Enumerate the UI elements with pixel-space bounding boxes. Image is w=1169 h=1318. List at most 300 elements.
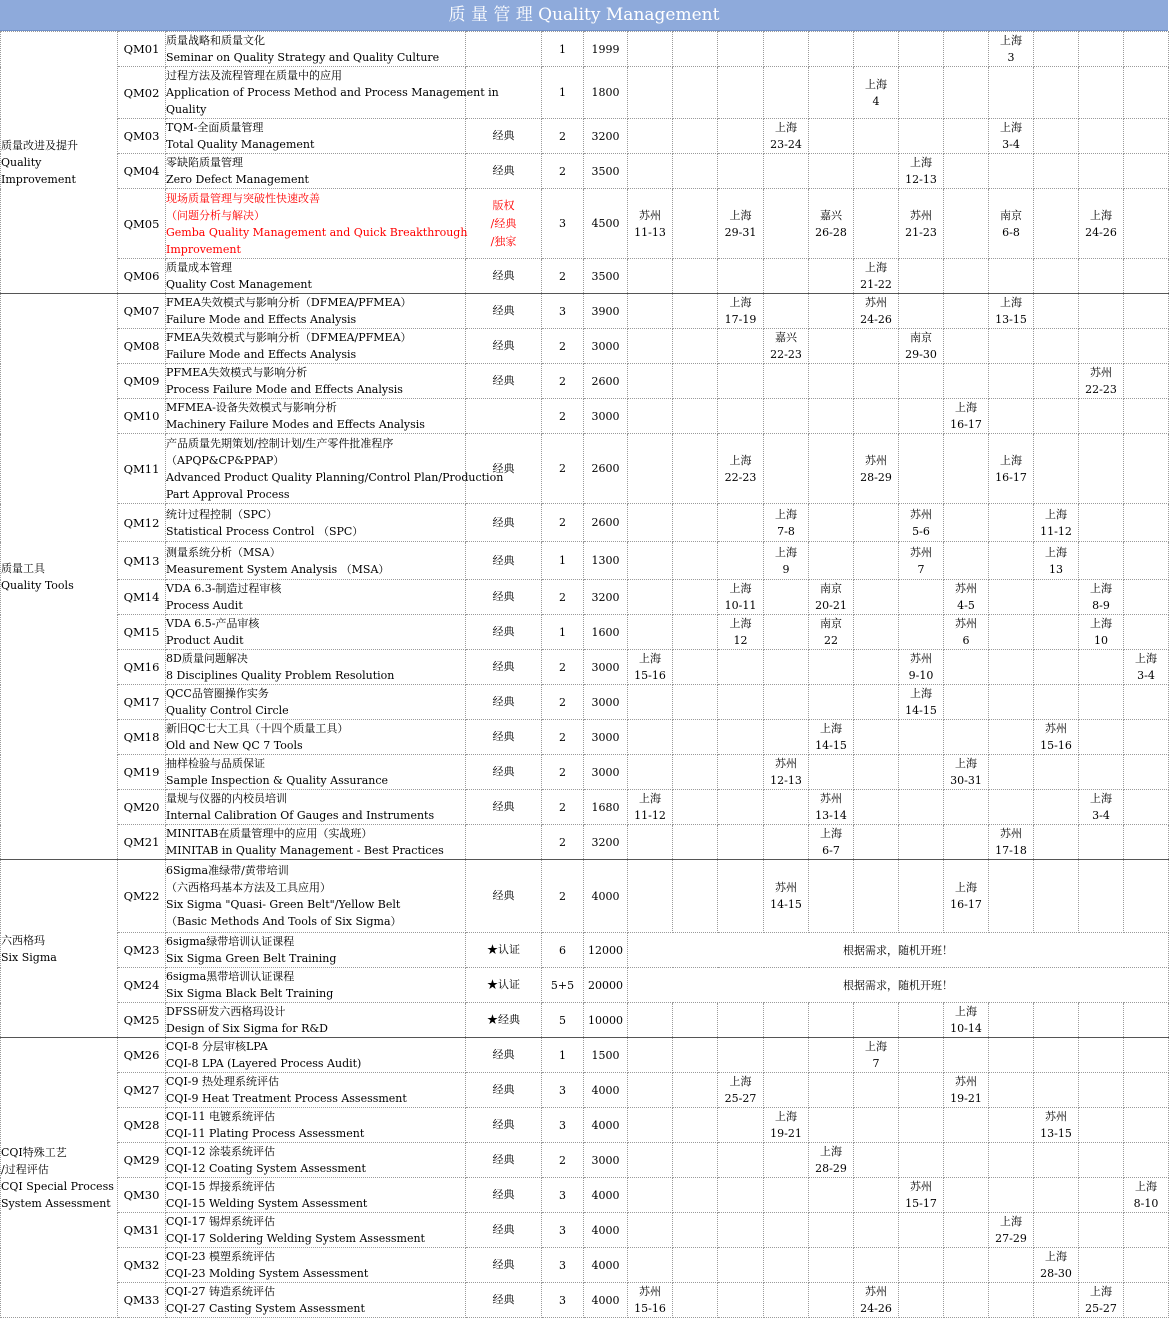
session-cell [673,1038,718,1073]
session-cell [854,755,899,790]
session-cell [764,1213,809,1248]
session-cell [809,860,854,933]
course-tag: 经典 [466,580,542,615]
session-cell [1079,650,1124,685]
session-cell [673,259,718,294]
session-cell [1124,580,1169,615]
course-price: 3200 [584,580,628,615]
session-cell [944,294,989,329]
table-row [1,1003,1169,1038]
session-cell [899,364,944,399]
session-cell [1034,685,1079,720]
course-name: FMEA失效模式与影响分析（DFMEA/PFMEA） Failure Mode and Effects Analysis [166,294,466,329]
session-cell [1034,615,1079,650]
session-cell: 上海 14-15 [899,685,944,720]
session-cell [673,1213,718,1248]
session-cell [944,504,989,542]
course-days: 1 [542,1038,584,1073]
session-cell [628,154,673,189]
course-price: 4000 [584,860,628,933]
table-row [1,1038,1169,1073]
table-row [1,1283,1169,1318]
course-price: 10000 [584,1003,628,1038]
session-cell [854,825,899,860]
course-code: QM13 [118,542,166,580]
session-cell [764,790,809,825]
course-code: QM28 [118,1108,166,1143]
session-cell [989,720,1034,755]
session-cell [1124,399,1169,434]
course-days: 2 [542,434,584,504]
course-code: QM30 [118,1178,166,1213]
session-cell [764,720,809,755]
session-cell [628,1073,673,1108]
session-cell: 上海 15-16 [628,650,673,685]
session-cell [628,1213,673,1248]
session-cell [764,434,809,504]
session-cell [1079,434,1124,504]
session-cell [809,364,854,399]
session-cell [854,1108,899,1143]
session-cell [944,1143,989,1178]
session-cell [899,32,944,67]
session-cell [628,1108,673,1143]
session-cell [809,1213,854,1248]
session-cell [944,189,989,259]
session-cell [628,1143,673,1178]
session-cell [809,504,854,542]
session-cell [673,1143,718,1178]
session-cell [989,1178,1034,1213]
session-cell [1079,1143,1124,1178]
session-cell: 苏州 21-23 [899,189,944,259]
course-code: QM12 [118,504,166,542]
course-tag: 经典 [466,1213,542,1248]
course-name: VDA 6.5-产品审核 Product Audit [166,615,466,650]
session-cell: 上海 27-29 [989,1213,1034,1248]
session-cell: 苏州 15-16 [1034,720,1079,755]
session-cell [899,1213,944,1248]
session-cell [854,650,899,685]
course-days: 3 [542,1178,584,1213]
table-row [1,542,1169,580]
session-cell [989,685,1034,720]
session-cell [809,1003,854,1038]
session-cell [1034,364,1079,399]
session-cell [764,364,809,399]
session-cell: 上海 11-12 [1034,504,1079,542]
session-cell: 苏州 28-29 [854,434,899,504]
session-cell [854,329,899,364]
session-cell [673,1283,718,1318]
course-code: QM20 [118,790,166,825]
session-cell [1034,119,1079,154]
session-cell: 苏州 19-21 [944,1073,989,1108]
course-code: QM27 [118,1073,166,1108]
course-name: 产品质量先期策划/控制计划/生产零件批准程序 （APQP&CP&PPAP） Advanced Product Quality Planning/Control Plan/Production Part Approval Process [166,434,466,504]
course-days: 3 [542,1213,584,1248]
course-days: 3 [542,189,584,259]
course-tag: 经典 [466,329,542,364]
session-cell [764,1003,809,1038]
session-cell [854,154,899,189]
session-cell [944,1038,989,1073]
course-code: QM07 [118,294,166,329]
course-name: QCC品管圈操作实务 Quality Control Circle [166,685,466,720]
session-cell [854,615,899,650]
session-cell [628,1003,673,1038]
session-cell [809,119,854,154]
course-tag: 经典 [466,259,542,294]
session-cell [718,399,764,434]
course-tag: 经典 [466,434,542,504]
table-row [1,685,1169,720]
session-cell: 上海 10-11 [718,580,764,615]
session-cell [1034,1178,1079,1213]
session-cell [764,1178,809,1213]
session-cell [673,860,718,933]
course-code: QM24 [118,968,166,1003]
session-cell [899,615,944,650]
course-name: CQI-23 模塑系统评估 CQI-23 Molding System Assessment [166,1248,466,1283]
session-cell [1034,1038,1079,1073]
course-code: QM17 [118,685,166,720]
session-cell: 苏州 9-10 [899,650,944,685]
session-cell: 上海 10-14 [944,1003,989,1038]
course-code: QM02 [118,67,166,119]
course-days: 2 [542,860,584,933]
session-cell [1034,1213,1079,1248]
session-cell [1079,1248,1124,1283]
course-code: QM08 [118,329,166,364]
session-cell: 上海 23-24 [764,119,809,154]
session-cell [1034,329,1079,364]
session-cell [989,259,1034,294]
session-cell [899,720,944,755]
session-cell [809,755,854,790]
table-row [1,154,1169,189]
table-row [1,1248,1169,1283]
session-cell: 上海 6-7 [809,825,854,860]
session-cell [1079,399,1124,434]
course-name: CQI-27 铸造系统评估 CQI-27 Casting System Assessment [166,1283,466,1318]
session-cell [673,542,718,580]
schedule-note: 根据需求，随机开班！ [628,968,1169,1003]
session-cell [989,1143,1034,1178]
course-price: 3000 [584,755,628,790]
course-days: 2 [542,650,584,685]
course-price: 3000 [584,685,628,720]
course-name: 6sigma黑带培训认证课程 Six Sigma Black Belt Training [166,968,466,1003]
session-cell [1124,259,1169,294]
session-cell [718,154,764,189]
course-name: 量规与仪器的内校员培训 Internal Calibration Of Gauges and Instruments [166,790,466,825]
session-cell [718,1178,764,1213]
table-row [1,755,1169,790]
session-cell [1034,860,1079,933]
course-tag [466,825,542,860]
session-cell [673,189,718,259]
session-cell [989,1283,1034,1318]
session-cell [989,329,1034,364]
course-price: 4000 [584,1283,628,1318]
course-name: 6Sigma准绿带/黄带培训 （六西格玛基本方法及工具应用） Six Sigma "Quasi- Green Belt"/Yellow Belt （Basic Methods And Tools of Six Sigma） [166,860,466,933]
session-cell [809,1038,854,1073]
course-days: 2 [542,119,584,154]
session-cell [718,542,764,580]
session-cell [1124,1213,1169,1248]
course-code: QM11 [118,434,166,504]
session-cell [1034,32,1079,67]
course-days: 2 [542,154,584,189]
session-cell: 上海 22-23 [718,434,764,504]
session-cell [1034,434,1079,504]
course-price: 3000 [584,399,628,434]
session-cell: 苏州 6 [944,615,989,650]
session-cell [989,650,1034,685]
session-cell [809,434,854,504]
session-cell [628,504,673,542]
session-cell [718,1213,764,1248]
session-cell: 上海 13 [1034,542,1079,580]
session-cell [673,119,718,154]
course-code: QM18 [118,720,166,755]
course-tag: 经典 [466,1073,542,1108]
session-cell [944,154,989,189]
course-price: 1500 [584,1038,628,1073]
session-cell: 上海 24-26 [1079,189,1124,259]
course-price: 4500 [584,189,628,259]
course-schedule-table [0,31,1169,1318]
course-days: 2 [542,259,584,294]
session-cell [673,755,718,790]
session-cell [764,1143,809,1178]
course-code: QM01 [118,32,166,67]
session-cell: 上海 28-30 [1034,1248,1079,1283]
table-row [1,825,1169,860]
session-cell [809,399,854,434]
course-name: 零缺陷质量管理 Zero Defect Management [166,154,466,189]
session-cell: 苏州 13-14 [809,790,854,825]
course-days: 2 [542,790,584,825]
session-cell [944,825,989,860]
session-cell [1079,119,1124,154]
session-cell [989,364,1034,399]
course-tag: ★认证 [466,933,542,968]
session-cell [1079,1213,1124,1248]
course-tag: 经典 [466,790,542,825]
session-cell [1034,650,1079,685]
session-cell [899,294,944,329]
session-cell [628,259,673,294]
session-cell [809,32,854,67]
course-code: QM31 [118,1213,166,1248]
course-tag: ★认证 [466,968,542,1003]
session-cell [854,1178,899,1213]
session-cell: 上海 8-10 [1124,1178,1169,1213]
session-cell: 上海 17-19 [718,294,764,329]
session-cell [1124,67,1169,119]
session-cell [718,1003,764,1038]
course-name: 测量系统分析（MSA） Measurement System Analysis （MSA） [166,542,466,580]
course-price: 3200 [584,119,628,154]
course-days: 3 [542,1248,584,1283]
session-cell [673,825,718,860]
session-cell: 上海 7 [854,1038,899,1073]
session-cell [628,1038,673,1073]
course-code: QM03 [118,119,166,154]
session-cell [628,580,673,615]
course-tag: 经典 [466,119,542,154]
course-price: 3000 [584,329,628,364]
session-cell [1034,1073,1079,1108]
session-cell: 上海 3 [989,32,1034,67]
session-cell [1079,755,1124,790]
course-name: DFSS研发六西格玛设计 Design of Six Sigma for R&D [166,1003,466,1038]
table-row [1,329,1169,364]
session-cell: 上海 3-4 [1079,790,1124,825]
session-cell [899,1038,944,1073]
course-code: QM25 [118,1003,166,1038]
session-cell [673,1073,718,1108]
session-cell [764,1283,809,1318]
session-cell [809,1178,854,1213]
session-cell [764,1073,809,1108]
course-tag [466,32,542,67]
table-row [1,860,1169,933]
course-days: 2 [542,580,584,615]
session-cell [764,825,809,860]
table-row [1,399,1169,434]
course-price: 1999 [584,32,628,67]
session-cell [899,399,944,434]
course-name: CQI-8 分层审核LPA CQI-8 LPA (Layered Process Audit) [166,1038,466,1073]
session-cell: 上海 25-27 [718,1073,764,1108]
session-cell [628,685,673,720]
course-code: QM04 [118,154,166,189]
session-cell [1124,825,1169,860]
session-cell: 上海 16-17 [944,399,989,434]
session-cell [673,685,718,720]
course-code: QM22 [118,860,166,933]
course-price: 2600 [584,364,628,399]
session-cell [718,32,764,67]
session-cell [1079,32,1124,67]
session-cell: 上海 11-12 [628,790,673,825]
course-days: 2 [542,504,584,542]
session-cell [944,329,989,364]
session-cell [944,720,989,755]
table-row [1,504,1169,542]
course-days: 2 [542,755,584,790]
course-code: QM15 [118,615,166,650]
session-cell [854,189,899,259]
session-cell [899,1108,944,1143]
course-tag: 经典 [466,1248,542,1283]
table-row [1,434,1169,504]
session-cell [1124,364,1169,399]
session-cell [944,1248,989,1283]
schedule-note: 根据需求，随机开班！ [628,933,1169,968]
session-cell [899,259,944,294]
session-cell: 苏州 15-17 [899,1178,944,1213]
course-price: 3000 [584,720,628,755]
course-price: 1300 [584,542,628,580]
session-cell [673,720,718,755]
session-cell [673,580,718,615]
session-cell [628,32,673,67]
course-price: 1600 [584,615,628,650]
session-cell [809,1073,854,1108]
session-cell [1124,615,1169,650]
course-code: QM05 [118,189,166,259]
session-cell: 苏州 5-6 [899,504,944,542]
course-price: 12000 [584,933,628,968]
session-cell [764,32,809,67]
course-days: 3 [542,1283,584,1318]
course-tag: 经典 [466,1283,542,1318]
session-cell [899,755,944,790]
course-code: QM26 [118,1038,166,1073]
session-cell [1124,329,1169,364]
course-name: TQM-全面质量管理 Total Quality Management [166,119,466,154]
session-cell [1124,32,1169,67]
session-cell: 上海 12 [718,615,764,650]
session-cell [899,1283,944,1318]
session-cell [628,542,673,580]
table-row [1,364,1169,399]
session-cell: 上海 7-8 [764,504,809,542]
session-cell [899,1248,944,1283]
course-name: MFMEA-设备失效模式与影响分析 Machinery Failure Modes and Effects Analysis [166,399,466,434]
course-name: PFMEA失效模式与影响分析 Process Failure Mode and Effects Analysis [166,364,466,399]
course-code: QM14 [118,580,166,615]
session-cell: 上海 16-17 [944,860,989,933]
session-cell [1124,755,1169,790]
category-cell: CQI特殊工艺 /过程评估 CQI Special Process System Assessment [1,1038,118,1318]
session-cell [628,434,673,504]
session-cell [944,1178,989,1213]
course-price: 20000 [584,968,628,1003]
session-cell [1034,399,1079,434]
session-cell: 嘉兴 22-23 [764,329,809,364]
session-cell [944,542,989,580]
table-row [1,615,1169,650]
session-cell [1034,259,1079,294]
session-cell: 南京 20-21 [809,580,854,615]
session-cell: 上海 14-15 [809,720,854,755]
course-tag: 经典 [466,1038,542,1073]
course-days: 6 [542,933,584,968]
course-tag: 经典 [466,364,542,399]
course-tag: 经典 [466,685,542,720]
session-cell [718,504,764,542]
session-cell [1034,294,1079,329]
course-tag: 经典 [466,542,542,580]
table-row [1,790,1169,825]
session-cell: 上海 28-29 [809,1143,854,1178]
course-price: 1800 [584,67,628,119]
session-cell [899,119,944,154]
session-cell [764,294,809,329]
session-cell [989,615,1034,650]
course-price: 3500 [584,259,628,294]
session-cell [1124,1143,1169,1178]
session-cell: 苏州 22-23 [1079,364,1124,399]
course-price: 4000 [584,1248,628,1283]
session-cell [1124,720,1169,755]
session-cell [944,1108,989,1143]
